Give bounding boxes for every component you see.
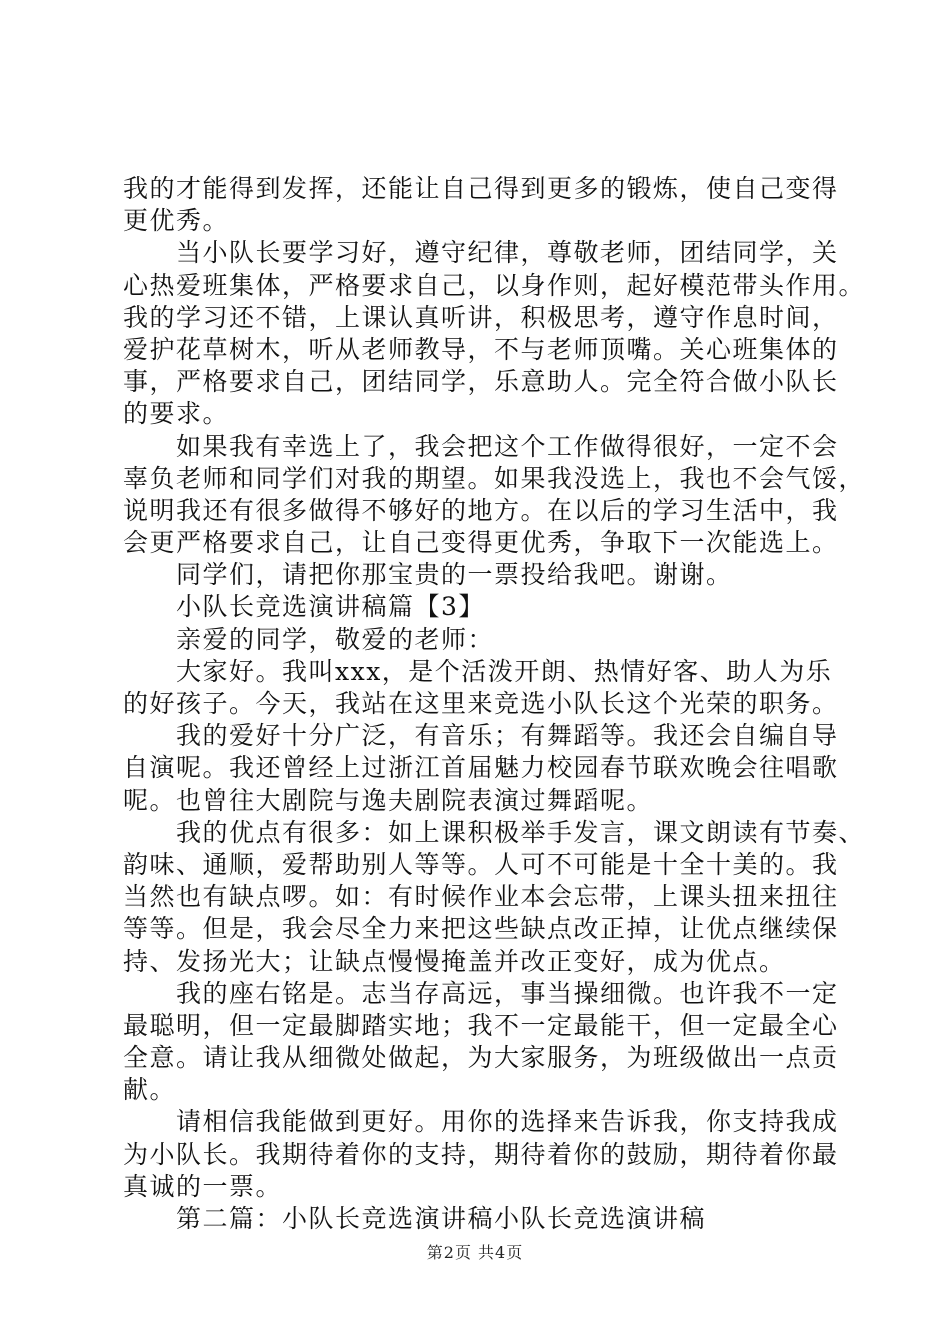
text-line: 说明我还有很多做得不够好的地方。在以后的学习生活中，我 xyxy=(123,495,839,525)
text-line: 更优秀。 xyxy=(123,206,230,236)
body-text xyxy=(123,173,868,1235)
text-line: 呢。也曾往大剧院与逸夫剧院表演过舞蹈呢。 xyxy=(123,785,654,815)
section-heading: 第二篇：小队长竞选演讲稿小队长竞选演讲稿 xyxy=(123,1204,707,1233)
text-line: 我的优点有很多：如上课积极举手发言，课文朗读有节奏、 xyxy=(123,817,866,847)
text-line: 当小队长要学习好，遵守纪律，尊敬老师，团结同学，关 xyxy=(123,238,839,268)
text-line: 的好孩子。今天，我站在这里来竞选小队长这个光荣的职务。 xyxy=(123,689,839,718)
text-line: 心热爱班集体，严格要求自己，以身作则，起好模范带头作用。 xyxy=(123,270,866,300)
text-line: 我的座右铭是。志当存高远，事当操细微。也许我不一定 xyxy=(123,978,839,1008)
text-line: 的要求。 xyxy=(123,399,230,429)
text-line: 等等。但是，我会尽全力来把这些缺点改正掉，让优点继续保 xyxy=(123,914,839,944)
text-line: 请相信我能做到更好。用你的选择来告诉我，你支持我成 xyxy=(123,1107,839,1137)
section-heading: 小队长竞选演讲稿篇【3】 xyxy=(123,592,485,622)
text-line: 辜负老师和同学们对我的期望。如果我没选上，我也不会气馁， xyxy=(123,463,866,493)
text-line: 我的爱好十分广泛，有音乐；有舞蹈等。我还会自编自导 xyxy=(123,721,839,751)
text-line: 最聪明，但一定最脚踏实地；我不一定最能干，但一定最全心 xyxy=(123,1010,839,1040)
text-line: 当然也有缺点啰。如：有时候作业本会忘带，上课头扭来扭往 xyxy=(123,882,839,912)
text-line: 为小队长。我期待着你的支持，期待着你的鼓励，期待着你最 xyxy=(123,1139,839,1169)
text-line: 自演呢。我还曾经上过浙江首届魅力校园春节联欢晚会往唱歌 xyxy=(123,753,839,783)
text-line: 会更严格要求自己，让自己变得更优秀，争取下一次能选上。 xyxy=(123,528,839,558)
text-line: 我的才能得到发挥，还能让自己得到更多的锻炼，使自己变得 xyxy=(123,174,839,203)
page-number-footer: 第2页 共4页 xyxy=(426,1243,524,1262)
text-line: 献。 xyxy=(123,1075,177,1105)
salutation: 亲爱的同学，敬爱的老师： xyxy=(123,624,495,654)
text-line: 我的学习还不错，上课认真听讲，积极思考，遵守作息时间， xyxy=(123,302,839,332)
text-line: 韵味、通顺，爱帮助别人等等。人可不可能是十全十美的。我 xyxy=(123,849,839,879)
text-line: 大家好。我叫xxx，是个活泼开朗、热情好客、助人为乐 xyxy=(123,656,833,686)
text-line: 爱护花草树木，听从老师教导，不与老师顶嘴。关心班集体的 xyxy=(123,334,839,364)
text-line: 事，严格要求自己，团结同学，乐意助人。完全符合做小队长 xyxy=(123,367,839,397)
text-line: 真诚的一票。 xyxy=(123,1171,283,1201)
text-line: 同学们，请把你那宝贵的一票投给我吧。谢谢。 xyxy=(123,560,733,590)
text-line: 持、发扬光大；让缺点慢慢掩盖并改正变好，成为优点。 xyxy=(123,946,786,976)
text-line: 如果我有幸选上了，我会把这个工作做得很好，一定不会 xyxy=(123,431,839,461)
text-line: 全意。请让我从细微处做起，为大家服务，为班级做出一点贡 xyxy=(123,1043,839,1073)
